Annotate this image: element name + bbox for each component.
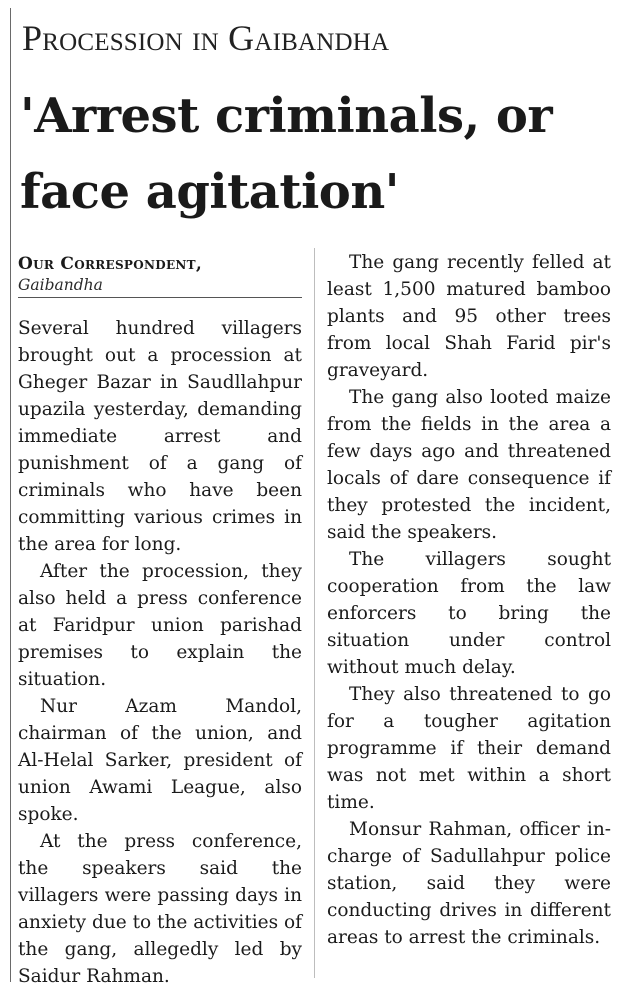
paragraph: Monsur Rahman, officer in-charge of Sadullahpur police station, said they were conducting drives in different areas to arrest the criminals.: [327, 819, 611, 948]
left-column: [18, 315, 302, 990]
byline-place: Gaibandha: [18, 276, 103, 294]
paragraph: The gang recently felled at least 1,500 matured bamboo plants and 95 other trees from local Shah Farid pir's graveyard.: [327, 252, 611, 381]
byline: [18, 253, 302, 295]
right-column: [327, 249, 611, 951]
kicker-title: Procession in Gaibandha: [22, 18, 390, 58]
paragraph: They also threatened to go for a tougher agitation programme if their demand was not met within a short time.: [327, 684, 611, 813]
paragraph: The gang also looted maize from the fields in the area a few days ago and threatened locals of dare consequence if they protested the incident, said the speakers.: [327, 387, 611, 543]
paragraph: At the press conference, the speakers said the villagers were passing days in anxiety due to the activities of the gang, allegedly led by Saidur Rahman.: [18, 831, 302, 987]
headline: 'Arrest criminals, or face agitation': [20, 88, 553, 220]
paragraph: After the procession, they also held a press conference at Faridpur union parishad premises to explain the situation.: [18, 561, 302, 690]
paragraph: The villagers sought cooperation from the law enforcers to bring the situation under control without much delay.: [327, 549, 611, 678]
paragraph: Several hundred villagers brought out a procession at Gheger Bazar in Saudllahpur upazila yesterday, demanding immediate arrest and punishment of a gang of criminals who have been committing various crimes in the area for long.: [18, 318, 302, 555]
column-divider: [314, 248, 315, 978]
byline-divider: [18, 297, 302, 298]
byline-name: Our Correspondent,: [18, 254, 203, 274]
paragraph: Nur Azam Mandol, chairman of the union, and Al-Helal Sarker, president of union Awami League, also spoke.: [18, 696, 302, 825]
clipping-left-border: [10, 8, 11, 982]
